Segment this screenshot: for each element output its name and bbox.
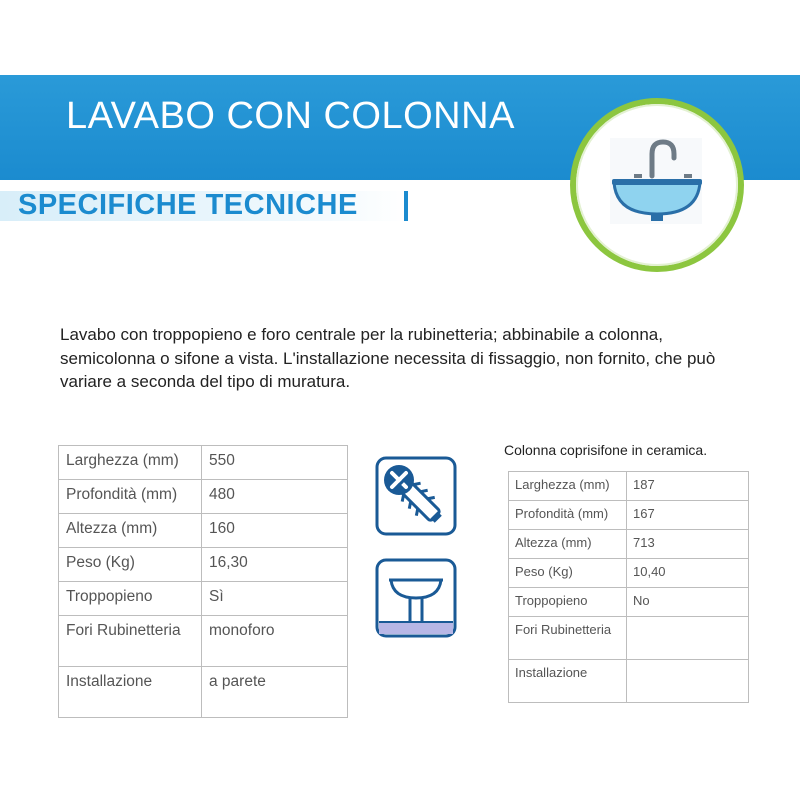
spec-label: Profondità (mm) [59, 480, 202, 514]
spec-label: Peso (Kg) [59, 548, 202, 582]
table-row [509, 660, 749, 703]
spec-label: Installazione [59, 667, 202, 718]
spec-value: 160 [202, 514, 348, 548]
table-row [509, 617, 749, 660]
table-row [509, 559, 749, 588]
spec-value: No [627, 588, 749, 617]
spec-label: Installazione [509, 660, 627, 703]
table-row [59, 548, 348, 582]
spec-label: Fori Rubinetteria [509, 617, 627, 660]
spec-value: monoforo [202, 616, 348, 667]
washbasin-icon [610, 138, 702, 224]
spec-value: 167 [627, 501, 749, 530]
page-title: LAVABO CON COLONNA [66, 95, 515, 137]
spec-value [627, 660, 749, 703]
spec-label: Larghezza (mm) [509, 472, 627, 501]
spec-label: Profondità (mm) [509, 501, 627, 530]
table-row [59, 514, 348, 548]
product-description: Lavabo con troppopieno e foro centrale per la rubinetteria; abbinabile a colonna, semicolonna o sifone a vista. L'installazione necessita di fissaggio, non fornito, che può variare a seconda del tipo di muratura. [60, 325, 716, 391]
spec-value: 550 [202, 446, 348, 480]
table-row [509, 530, 749, 559]
lavabo-specs-table [58, 445, 348, 718]
spec-value: 16,30 [202, 548, 348, 582]
table-row [509, 588, 749, 617]
colonna-specs-table [508, 471, 749, 703]
spec-label: Altezza (mm) [509, 530, 627, 559]
spec-label: Fori Rubinetteria [59, 616, 202, 667]
section-subtitle: SPECIFICHE TECNICHE [18, 189, 358, 221]
spec-value: 187 [627, 472, 749, 501]
spec-label: Peso (Kg) [509, 559, 627, 588]
table-row [59, 667, 348, 718]
washbasin-badge [562, 90, 752, 280]
table-row [509, 472, 749, 501]
table-row [59, 480, 348, 514]
spec-value: Sì [202, 582, 348, 616]
pedestal-basin-icon [375, 558, 457, 638]
spec-value: a parete [202, 667, 348, 718]
no-wall-plug-icon [375, 456, 457, 536]
colonna-caption: Colonna coprisifone in ceramica. [504, 442, 708, 458]
table-row [59, 616, 348, 667]
table-row [509, 501, 749, 530]
spec-label: Larghezza (mm) [59, 446, 202, 480]
spec-value: 713 [627, 530, 749, 559]
spec-label: Troppopieno [59, 582, 202, 616]
table-row [59, 582, 348, 616]
spec-label: Altezza (mm) [59, 514, 202, 548]
spec-value [627, 617, 749, 660]
spec-value: 10,40 [627, 559, 749, 588]
spec-label: Troppopieno [509, 588, 627, 617]
spec-value: 480 [202, 480, 348, 514]
table-row [59, 446, 348, 480]
